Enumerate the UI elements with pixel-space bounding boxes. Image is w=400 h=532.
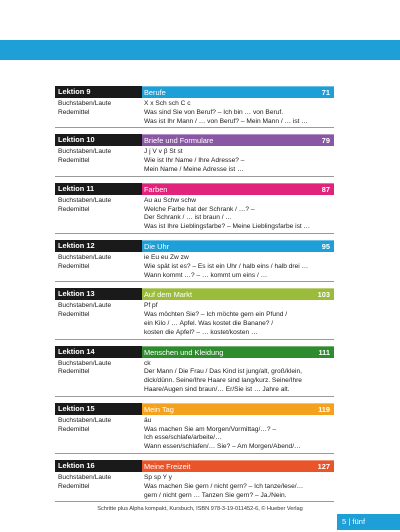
phrase-line: Der Mann / Die Frau / Das Kind ist jung/alt, groß/klein, (144, 368, 302, 376)
lesson-number: Lektion 11 (55, 183, 142, 195)
phrase-line: Was machen Sie am Morgen/Vormittag/…? – (144, 425, 277, 433)
lesson-title: Auf dem Markt (144, 290, 193, 300)
phrase-line: Was ist Ihre Lieblingsfarbe? – Meine Lieblingsfarbe ist … (144, 223, 311, 231)
lesson-title-bar (142, 346, 334, 358)
letters-line: Pf pf (144, 302, 158, 310)
table-of-contents (55, 86, 334, 508)
lesson-page-number: 71 (321, 88, 330, 97)
category-label: Buchstaben/Laute (58, 100, 112, 107)
lesson-number: Lektion 9 (55, 86, 142, 98)
phrase-line: Wie ist Ihr Name / Ihre Adresse? – (144, 157, 245, 165)
lesson-body (55, 195, 334, 232)
phrase-line: Wann kommt …? – … kommt um eins / … (144, 271, 268, 279)
phrase-line: Was sind Sie von Beruf? – Ich bin … von Beruf. (144, 108, 284, 116)
letters-line: J j V v β St st (144, 148, 183, 156)
page-number-tab: 5 | fünf (337, 514, 400, 530)
lesson-page-number: 79 (321, 136, 330, 146)
category-label: Redemittel (58, 311, 90, 319)
top-white-band (0, 0, 400, 22)
lesson-categories (55, 148, 142, 174)
lesson-content (142, 302, 334, 337)
phrase-line: Ich esse/schlafe/arbeite/… (144, 434, 222, 442)
phrase-line: Wie spät ist es? – Es ist ein Uhr / halb eins / halb drei … (144, 262, 309, 270)
lesson-categories (55, 197, 142, 232)
lesson-body (55, 415, 334, 452)
lesson-page-number: 127 (317, 461, 330, 471)
lesson-content (142, 148, 334, 174)
lesson-title-bar (142, 134, 334, 146)
lesson-header (55, 346, 334, 358)
category-label: Buchstaben/Laute (58, 302, 112, 310)
lesson-title-bar (142, 183, 334, 195)
lesson-page-number: 111 (318, 347, 330, 357)
lesson-list (55, 86, 334, 502)
category-label: Redemittel (58, 425, 90, 433)
lesson-content (142, 360, 334, 395)
category-label: Redemittel (58, 205, 90, 213)
lesson-page-number: 95 (321, 241, 330, 251)
letters-line: ie Eu eu Zw zw (144, 253, 189, 261)
category-label: Redemittel (58, 108, 90, 116)
lesson-title-bar (142, 240, 334, 252)
lesson-title-bar (142, 403, 334, 415)
category-label: Redemittel (58, 368, 90, 376)
category-label: Buchstaben/Laute (58, 359, 112, 367)
phrase-line: Was möchten Sie? – Ich möchte gern ein Pfund / (144, 311, 288, 319)
phrase-line: Wann essen/schlafen/… Sie? – Am Morgen/Abend/… (144, 443, 301, 451)
phrase-line: Welche Farbe hat der Schrank / …? – (144, 205, 255, 213)
lesson-content (142, 474, 334, 500)
lesson-body (55, 146, 334, 174)
lesson-title-bar (142, 460, 334, 472)
lesson-body (55, 252, 334, 280)
lesson-header (55, 403, 334, 415)
lesson-title-bar (142, 288, 334, 300)
letters-line: äu (144, 416, 152, 424)
lesson-block (55, 86, 334, 128)
lesson-title: Mein Tag (144, 404, 174, 414)
phrase-line: kosten die Äpfel? – … kostet/kosten … (144, 328, 258, 336)
lesson-categories (55, 254, 142, 280)
lesson-divider (55, 501, 334, 502)
top-blue-bar (0, 40, 400, 60)
lesson-title: Briefe und Formulare (144, 136, 214, 146)
category-label: Buchstaben/Laute (58, 148, 112, 156)
lesson-title: Die Uhr (144, 241, 170, 251)
lesson-divider (55, 281, 334, 282)
copyright-note: Schritte plus Alpha kompakt, Kursbuch, ISBN 978-3-19-011452-6, © Hueber Verlag (97, 506, 303, 512)
lesson-page-number: 87 (321, 184, 330, 194)
lesson-header (55, 240, 334, 252)
lesson-header (55, 183, 334, 195)
letters-line: ck (144, 359, 151, 367)
lesson-block (55, 134, 334, 176)
lesson-content (142, 100, 334, 126)
lesson-categories (55, 360, 142, 395)
phrase-line: dick/dünn. Seine/Ihre Haare sind lang/kurz. Seine/Ihre (144, 377, 302, 385)
lesson-categories (55, 474, 142, 500)
lesson-categories (55, 100, 142, 126)
phrase-line: Haare/Augen sind braun/… Er/Sie ist … Jahre alt. (144, 385, 290, 393)
phrase-line: Mein Name / Meine Adresse ist … (144, 165, 244, 173)
lesson-content (142, 417, 334, 452)
lesson-body (55, 472, 334, 500)
category-label: Buchstaben/Laute (58, 196, 112, 204)
lesson-number: Lektion 10 (55, 134, 142, 146)
lesson-title: Berufe (144, 88, 166, 97)
lesson-block (55, 183, 334, 234)
lesson-body (55, 358, 334, 395)
phrase-line: Der Schrank / … ist braun / … (144, 214, 232, 222)
lesson-number: Lektion 15 (55, 403, 142, 415)
lesson-content (142, 254, 334, 280)
lesson-page-number: 119 (318, 404, 330, 414)
lesson-number: Lektion 14 (55, 346, 142, 358)
category-label: Redemittel (58, 157, 90, 165)
lesson-block (55, 460, 334, 502)
lesson-block (55, 346, 334, 397)
phrase-line: Was ist Ihr Mann / … von Beruf? – Mein Mann / … ist … (144, 117, 308, 125)
lesson-title-bar (142, 86, 334, 98)
category-label: Buchstaben/Laute (58, 416, 112, 424)
lesson-divider (55, 339, 334, 340)
lesson-title: Farben (144, 184, 168, 194)
lesson-title: Meine Freizeit (144, 461, 191, 471)
phrase-line: ein Kilo / … Äpfel. Was kostet die Banane? / (144, 319, 274, 327)
lesson-title: Menschen und Kleidung (144, 347, 224, 357)
lesson-divider (55, 396, 334, 397)
lesson-block (55, 240, 334, 282)
phrase-line: gern / nicht gern … Tanzen Sie gern? – Ja./Nein. (144, 491, 287, 499)
lesson-page-number: 103 (317, 290, 330, 300)
lesson-divider (55, 127, 334, 128)
lesson-header (55, 288, 334, 300)
lesson-divider (55, 176, 334, 177)
lesson-block (55, 403, 334, 454)
lesson-header (55, 86, 334, 98)
phrase-line: Was machen Sie gern / nicht gern? – Ich tanze/lese/… (144, 482, 304, 490)
lesson-divider (55, 453, 334, 454)
lesson-header (55, 134, 334, 146)
lesson-block (55, 288, 334, 339)
lesson-categories (55, 302, 142, 337)
lesson-number: Lektion 12 (55, 240, 142, 252)
letters-line: Sp sp Y y (144, 473, 172, 481)
category-label: Redemittel (58, 482, 90, 490)
letters-line: X x Sch sch C c (144, 100, 191, 107)
lesson-number: Lektion 13 (55, 288, 142, 300)
lesson-divider (55, 233, 334, 234)
lesson-body (55, 98, 334, 126)
lesson-number: Lektion 16 (55, 460, 142, 472)
lesson-content (142, 197, 334, 232)
lesson-body (55, 300, 334, 337)
lesson-categories (55, 417, 142, 452)
category-label: Buchstaben/Laute (58, 253, 112, 261)
category-label: Buchstaben/Laute (58, 473, 112, 481)
lesson-header (55, 460, 334, 472)
letters-line: Au au Schw schw (144, 196, 197, 204)
category-label: Redemittel (58, 262, 90, 270)
